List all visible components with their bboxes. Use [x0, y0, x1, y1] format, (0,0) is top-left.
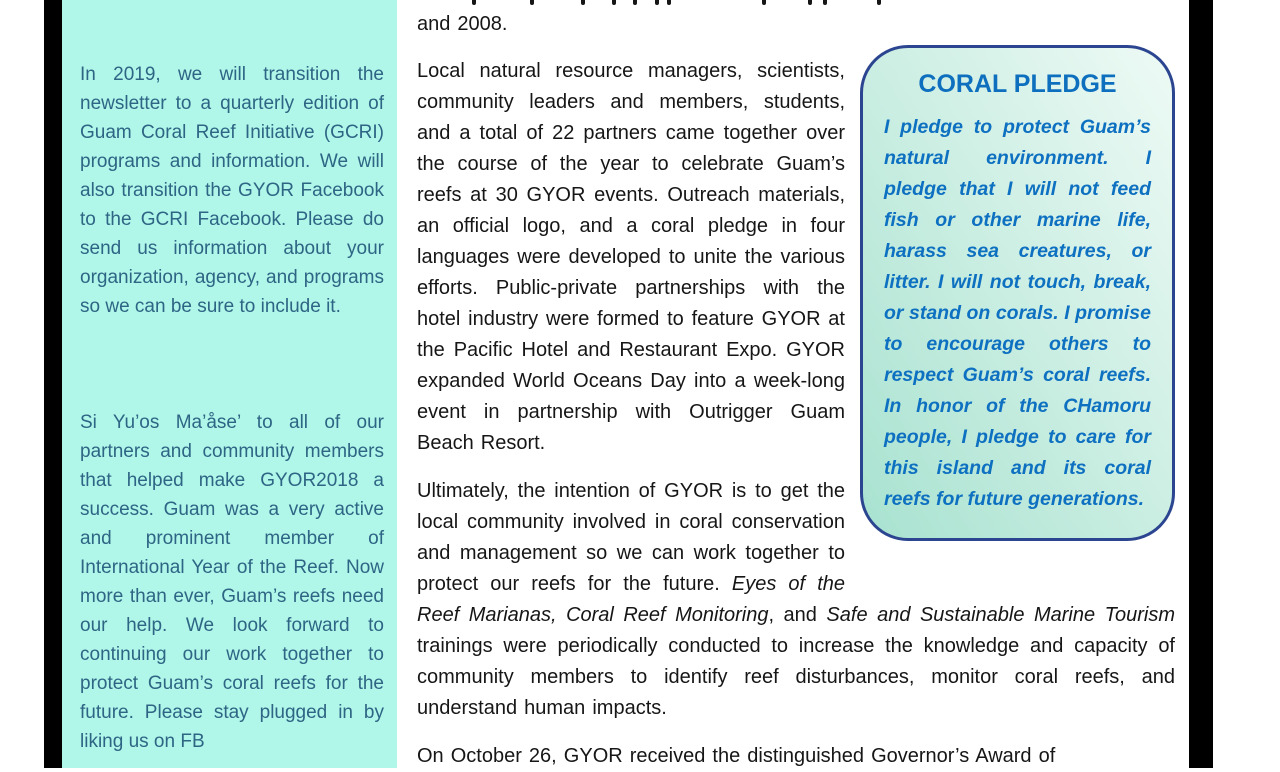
- clipped-line-descenders: [417, 0, 1175, 6]
- sidebar-paragraph-transition: In 2019, we will transition the newsletter to a quarterly edition of Guam Coral Reef Initiative (GCRI) programs and information. We will also transition the GYOR Facebook to the GCRI Facebook. Please do send us information about your organization, agency, and programs so we can be sure to include it.: [80, 64, 384, 317]
- sidebar-paragraph-thanks: Si Yu’os Ma’åse’ to all of our partners and community members that helped make GYOR2018 a success. Guam was a very active and prominent member of International Year of the Reef. Now more than ever, Guam’s reefs need our help. We look forward to continuing our work together to protect Guam’s coral reefs for the future. Please stay plugged in by liking us on FB: [80, 412, 384, 752]
- paragraph-gyor-events: Local natural resource managers, scientists, community leaders and members, students, and a total of 22 partners came together over the course of the year to celebrate Guam’s reefs at 30 GYOR events. Outreach materials, an official logo, and a coral pledge in four languages were developed to unite the various efforts. Public-private partnerships with the hotel industry were formed to feature GYOR at the Pacific Hotel and Restaurant Expo. GYOR expanded World Oceans Day into a week-long event in partnership with Outrigger Guam Beach Resort.: [417, 60, 845, 454]
- pledge-float-region: [845, 0, 1175, 570]
- paragraph-segment: Ultimately, the intention of GYOR is to get the local community involved in coral conservation and management so we can work together to protect our reefs for the future.: [417, 480, 845, 595]
- coral-pledge-text: I pledge to protect Guam’s natural environment. I pledge that I will not feed fish or other marine life, harass sea creatures, or litter. I will not touch, break, or stand on corals. I promise to encourage others to respect Guam’s coral reefs. In honor of the CHamoru people, I pledge to care for this island and its coral reefs for future generations.: [884, 116, 1151, 510]
- paragraph-segment: , and: [768, 604, 827, 626]
- paragraph-governors-award: On October 26, GYOR received the distinguished Governor’s Award of: [417, 745, 1056, 767]
- sidebar-panel: [62, 0, 397, 768]
- coral-pledge-title: CORAL PLEDGE: [918, 70, 1117, 98]
- main-text-column: [417, 0, 1175, 768]
- page-edge-bar-left: [44, 0, 62, 768]
- paragraph-clipped-end: and 2008.: [417, 13, 508, 35]
- coral-pledge-box: [860, 45, 1175, 541]
- paragraph-segment: trainings were periodically conducted to increase the knowledge and capacity of community members to identify reef disturbances, monitor coral reefs, and understand human impacts.: [417, 635, 1175, 719]
- page-edge-bar-right: [1189, 0, 1213, 768]
- paragraph-segment-italic-trainings-2: Safe and Sustainable Marine Tourism: [826, 604, 1175, 626]
- paragraph-segment-italic-trainings-1: Eyes of the Reef Marianas, Coral Reef Monitoring: [417, 573, 845, 626]
